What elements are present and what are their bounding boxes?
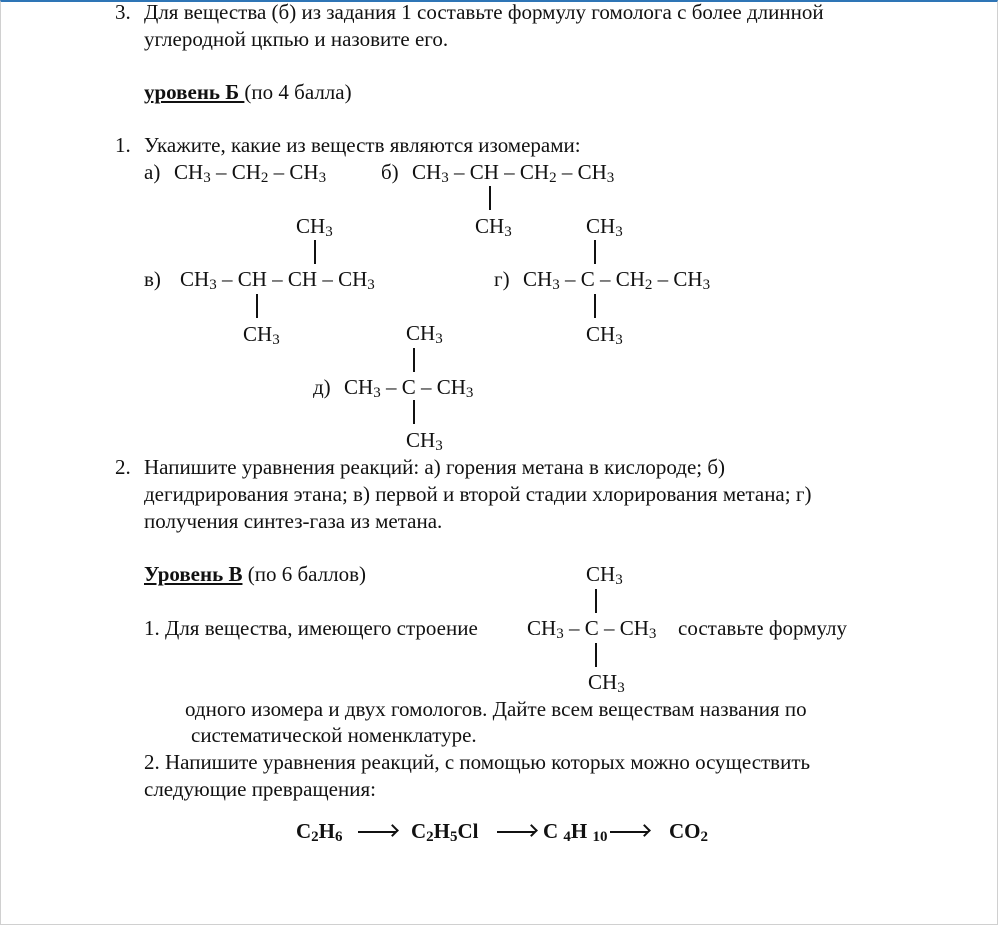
bond-line — [413, 348, 415, 372]
task-text: одного изомера и двух гомологов. Дайте всем веществам названия по — [185, 697, 807, 721]
reaction-arrow — [358, 831, 396, 833]
scheme-c2h5cl: $C_2H_5Cl$ — [411, 819, 479, 845]
task-text: Напишите уравнения реакций: а) горения метана в кислороде; б) — [144, 455, 726, 479]
methyl-group: $CH_3$ — [586, 214, 623, 240]
level-v-title: Уровень В — [144, 562, 243, 586]
formula-a: $CH_3 - CH_2 - CH_3$ — [174, 160, 327, 186]
methyl-group: $CH_3$ — [243, 322, 280, 348]
formula-b: $CH_3$ – CH – $CH_2 - CH_3$ — [412, 160, 615, 186]
bond-line — [594, 240, 596, 264]
formula-v: $CH_3$ – CH – CH – $CH_3$ — [180, 267, 375, 293]
reaction-arrow — [497, 831, 535, 833]
task-text: следующие превращения: — [144, 777, 376, 801]
scheme-c4h10: C $_4$H $_{10}$ — [543, 819, 608, 845]
option-label: в) — [144, 267, 161, 291]
task-number: 3. — [115, 0, 131, 24]
scheme-c2h6: $C_2H_6$ — [296, 819, 343, 845]
task-text: Для вещества (б) из задания 1 составьте формулу гомолога с более длинной — [144, 0, 824, 24]
option-label: г) — [494, 267, 510, 291]
option-label: д) — [313, 375, 331, 399]
bond-line — [595, 589, 597, 613]
task-text: Укажите, какие из веществ являются изомерами: — [144, 133, 581, 157]
option-label: а) — [144, 160, 161, 184]
methyl-group: $CH_3$ — [296, 214, 333, 240]
bond-line — [413, 400, 415, 424]
task-text: углеродной цкпью и назовите его. — [144, 27, 449, 51]
methyl-group: $CH_3$ — [586, 562, 623, 588]
scheme-co2: $CO_2$ — [669, 819, 708, 845]
bond-line — [489, 186, 491, 210]
methyl-group: $CH_3$ — [586, 322, 623, 348]
task-text: 1. Для вещества, имеющего строение — [144, 616, 478, 640]
formula-d: $CH_3$ – C – $CH_3$ — [344, 375, 474, 401]
bond-line — [595, 643, 597, 667]
methyl-group: $CH_3$ — [406, 428, 443, 454]
reaction-arrow — [610, 831, 648, 833]
task-text: дегидрирования этана; в) первой и второй стадии хлорирования метана; г) — [144, 482, 812, 506]
level-v-points: (по 6 баллов) — [242, 562, 367, 586]
formula-v1: $CH_3$ – C – $CH_3$ — [527, 616, 657, 642]
task-text: 2. Напишите уравнения реакций, с помощью которых можно осуществить — [144, 750, 811, 774]
methyl-group: $CH_3$ — [475, 214, 512, 240]
level-b-title: уровень Б — [144, 80, 245, 104]
methyl-group: $CH_3$ — [406, 321, 443, 347]
formula-g: $CH_3$ – C – $CH_2 - CH_3$ — [523, 267, 711, 293]
task-number: 1. — [115, 133, 131, 157]
level-v-heading — [144, 564, 366, 585]
level-b-points: (по 4 балла) — [244, 80, 352, 104]
bond-line — [256, 294, 258, 318]
bond-line — [594, 294, 596, 318]
bond-line — [314, 240, 316, 264]
task-text: составьте формулу — [678, 616, 847, 640]
task-text: систематической номенклатуре. — [191, 723, 477, 747]
task-text: получения синтез-газа из метана. — [144, 509, 443, 533]
methyl-group: $CH_3$ — [588, 670, 625, 696]
level-b-heading — [144, 82, 352, 103]
option-label: б) — [381, 160, 399, 184]
task-number: 2. — [115, 455, 131, 479]
